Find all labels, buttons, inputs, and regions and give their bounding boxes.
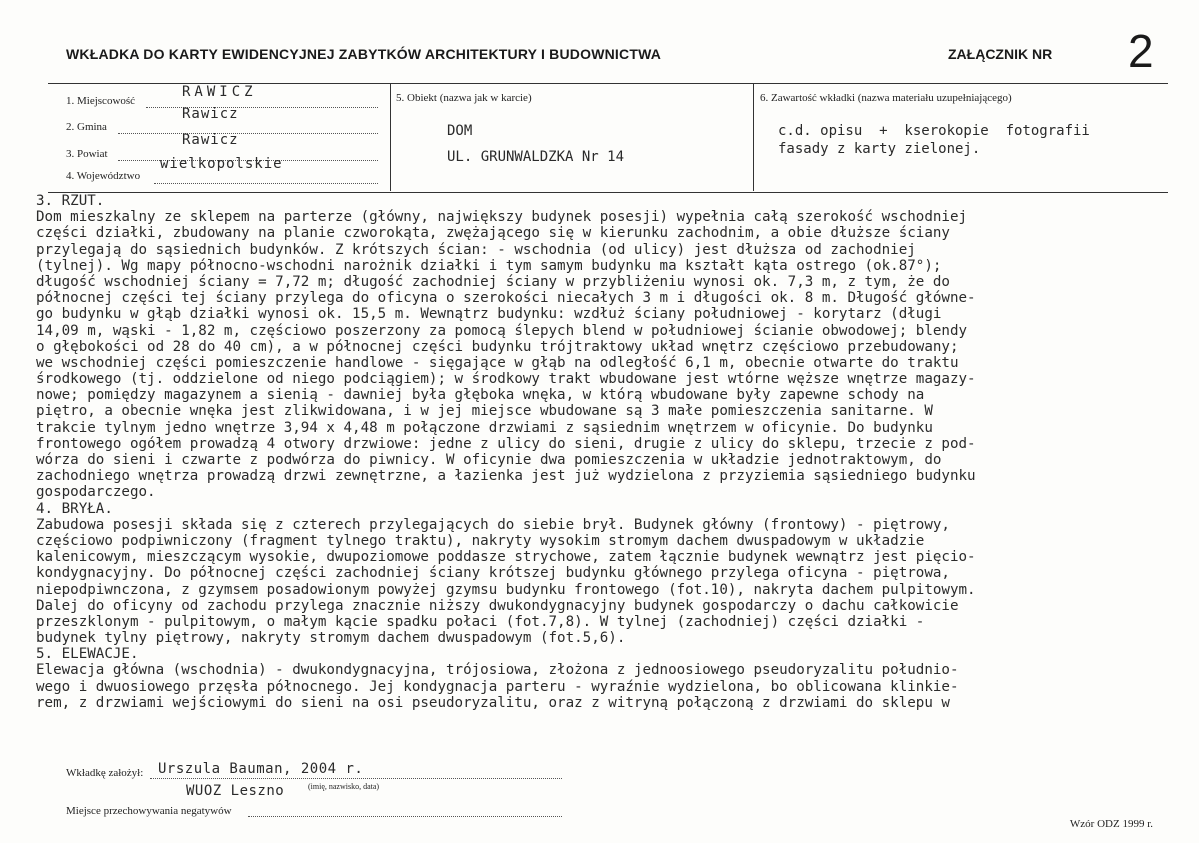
form-title: WKŁADKA DO KARTY EWIDENCYJNEJ ZABYTKÓW ARCHITEKTURY I BUDOWNICTWA [66, 46, 662, 62]
author-value: Urszula Bauman, 2004 r. [158, 761, 364, 777]
province-value: wielkopolskie [160, 156, 283, 172]
author-dots [150, 778, 562, 779]
annex-label: ZAŁĄCZNIK NR [948, 46, 1053, 62]
object-line-2: UL. GRUNWALDZKA Nr 14 [447, 149, 625, 165]
description-line: częściowo podpiwniczony (fragment tylnego traktu), nakryty wysokim stromym dachem dwuspadowym w układzie [36, 532, 925, 549]
description-line: nowe; pomiędzy magazynem a sienią - dawniej była głęboka wnęka, w którą wbudowane były zapewne schody na [36, 387, 925, 404]
description-line: 4. BRYŁA. [36, 500, 113, 517]
commune-label: 2. Gmina [66, 121, 107, 133]
description-line: przeszklonym - pulpitowym, o małym kącie spadku połaci (fot.7,8). W tylnej (zachodniej) części działki - [36, 613, 925, 630]
object-label: 5. Obiekt (nazwa jak w karcie) [396, 92, 532, 104]
content-label: 6. Zawartość wkładki (nazwa materiału uzupełniającego) [760, 92, 1012, 104]
county-value: Rawicz [182, 132, 239, 148]
description-line: Dom mieszkalny ze sklepem na parterze (główny, największy budynek posesji) wypełnia całą szerokość wschodniej [36, 209, 968, 226]
description-line: 3. RZUT. [36, 193, 105, 209]
description-line: go budynku w głąb działki wynosi ok. 15,5 m. Wewnątrz budynku: wzdłuż ściany południowej - korytarz (długi [36, 306, 942, 323]
object-line-1: DOM [447, 123, 473, 139]
description-line: Elewacja główna (wschodnia) - dwukondygnacyjna, trójosiowa, złożona z jednoosiowego pseudoryzalitu południo- [36, 662, 959, 679]
office-value: WUOZ Leszno [186, 783, 285, 799]
storage-label: Miejsce przechowywania negatywów [66, 805, 232, 817]
author-label: Wkładkę założył: [66, 767, 144, 779]
locality-label: 1. Miejscowość [66, 95, 136, 107]
annex-number: 2 [1128, 25, 1154, 77]
column-divider-1 [390, 83, 391, 191]
commune-dots [118, 133, 378, 134]
column-divider-2 [753, 83, 754, 191]
description-line: zachodniego wnętrza prowadzą drzwi zewnętrzne, a łazienka jest już wydzielona z przyziemia sąsiedniego budynku [36, 468, 976, 485]
content-line-1: c.d. opisu + kserokopie fotografii [778, 123, 1090, 139]
description-line: gospodarczego. [36, 484, 156, 501]
locality-dots [146, 107, 378, 108]
description-line: (tylnej). Wg mapy północno-wschodni narożnik działki i tym samym budynku ma kształt kąta ostrego (ok.87°); [36, 257, 942, 274]
description-line: frontowego ogółem prowadzą 4 otwory drzwiowe: jedne z ulicy do sieni, drugie z ulicy do sklepu, trzecie z pod- [36, 435, 976, 452]
form-model: Wzór ODZ 1999 r. [1069, 818, 1153, 830]
description-line: wego i dwuosiowego przęsła północnego. Jej kondygnacja parteru - wyraźnie wydzielona, bo oblicowana klinkie- [36, 678, 959, 695]
description-line: we wschodniej części pomieszczenie handlowe - sięgające w głąb na odległość 6,1 m, obecnie otwarte do traktu [36, 354, 959, 371]
content-line-2: fasady z karty zielonej. [778, 141, 981, 157]
description-line: północnej części tej ściany przylega do oficyna o szerokości niecałych 3 m i długości ok. 8 m. Długość główne- [36, 290, 976, 307]
description-line: trakcie tylnym jedno wnętrze 3,94 x 4,48 m połączone drzwiami z sąsiednim wnętrzem w oficynie. Do budynku [36, 419, 933, 436]
commune-value: Rawicz [182, 106, 239, 122]
storage-dots [248, 816, 562, 817]
county-label: 3. Powiat [66, 148, 108, 160]
description-text [36, 193, 1166, 711]
description-line: wórza do sieni i czwarte z podwórza do piwnicy. W oficynie dwa pomieszczenia w układzie jednotraktowym, do [36, 452, 942, 468]
province-label: 4. Województwo [66, 170, 141, 182]
description-line: części działki, zbudowany na planie czworokąta, zwężającego się w kierunku zachodnim, a obie dłuższe ściany [36, 225, 950, 242]
province-dots [154, 183, 378, 184]
description-line: 5. ELEWACJE. [36, 646, 139, 663]
author-hint: (imię, nazwisko, data) [308, 782, 380, 791]
description-line: niepodpiwnczona, z gzymsem posadowionym powyżej gzymsu budynku frontowego (fot.10), nakryta dachem pulpitowym. [36, 581, 976, 598]
description-line: budynek tylny piętrowy, nakryty stromym dachem dwuspadowym (fot.5,6). [36, 630, 626, 647]
description-line: kalenicowym, mieszczącym wysokie, dwupoziomowe poddasze strychowe, zatem łącznie budynek wewnątrz jest pięcio- [36, 549, 976, 566]
description-line: Dalej do oficyny od zachodu przylega znacznie niższy dwukondygnacyjny budynek gospodarczy o dachu całkowicie [36, 597, 959, 614]
description-line: Zabudowa posesji składa się z czterech przylegających do siebie brył. Budynek główny (frontowy) - piętrowy, [36, 516, 950, 533]
description-line: 14,09 m, wąski - 1,82 m, częściowo poszerzony za pomocą ślepych blend w południowej ścianie obwodowej; blendy [36, 322, 968, 339]
description-line: rem, z drzwiami wejściowymi do sieni na osi pseudoryzalitu, oraz z witryną połączoną z drzwiami do sklepu w [36, 694, 950, 711]
description-line: piętro, a obecnie wnęka jest zlikwidowana, i w jej miejsce wbudowane są 3 małe pomieszczenia sanitarne. W [36, 403, 933, 420]
description-line: przylegają do sąsiednich budynków. Z krótszych ścian: - wschodnia (od ulicy) jest dłuższa od zachodniej [36, 241, 916, 258]
description-line: o głębokości od 28 do 40 cm), a w północnej części budynku trójtraktowy układ wnętrz częściowo przebudowany; [36, 338, 959, 355]
description-line: kondygnacyjny. Do północnej części zachodniej ściany krótszej budynku głównego przylega oficyna - piętrowa, [36, 565, 950, 582]
locality-value: RAWICZ [182, 84, 257, 100]
description-line: środkowego (tj. oddzielone od niego podciągiem); w środkowy trakt wbudowane jest wtórne węższe wnętrze magazy- [36, 371, 976, 388]
description-line: długość wschodniej ściany = 7,72 m; długość zachodniej ściany w przybliżeniu wynosi ok. 7,3 m, z tym, że do [36, 273, 950, 290]
